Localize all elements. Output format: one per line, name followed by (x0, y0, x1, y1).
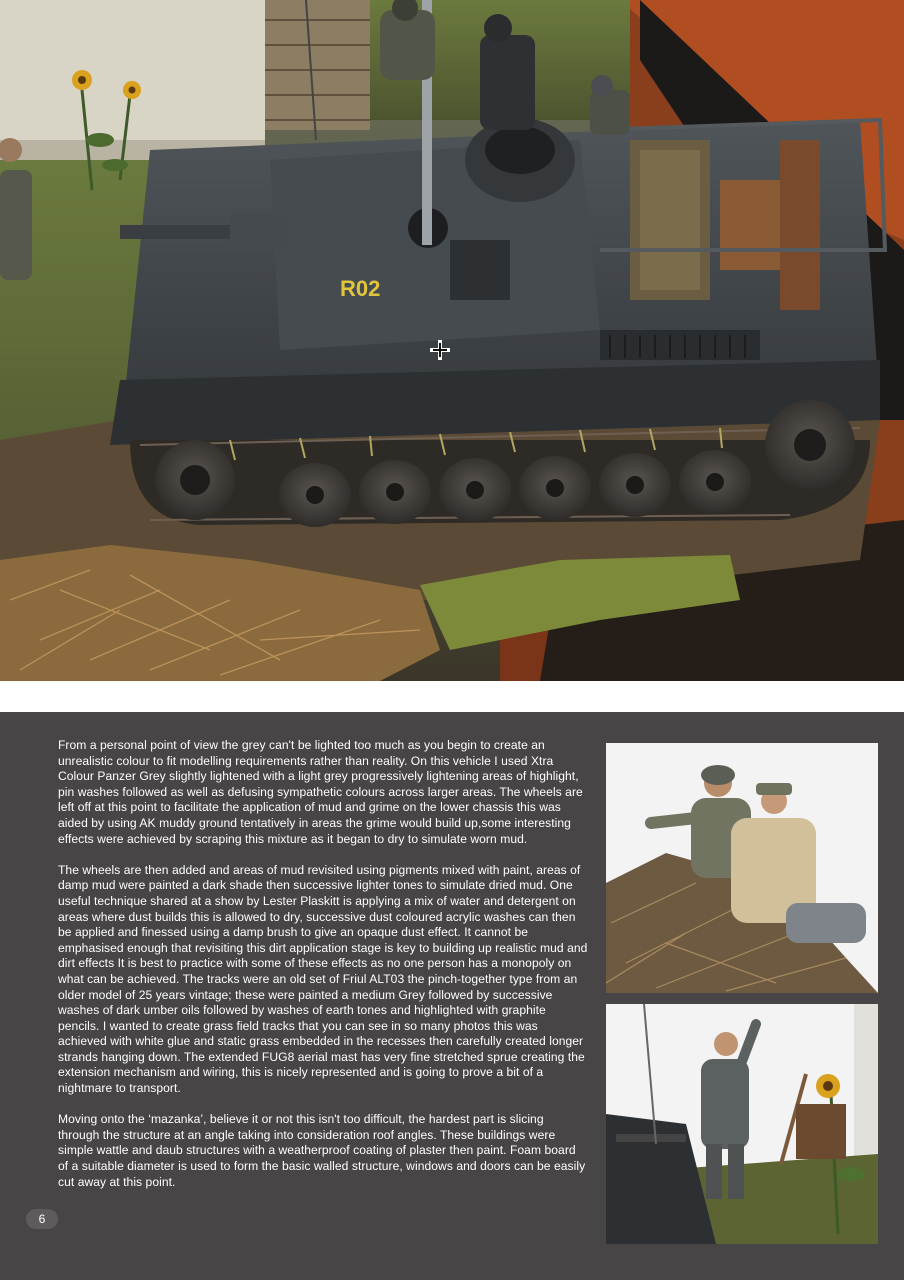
paragraph: From a personal point of view the grey can't be lighted too much as you begin to create an unrealistic colour to fit modelling requirements rather than reality. On this vehicle I used Xtra Colour Panzer Grey slightly lightened with a light grey progressively lightening areas of highlight, pin washes followed as well as defusing sympathetic colours across larger areas. The wheels are left off at this point to facilitate the application of mud and grime on the lower chassis this was aided by using AK muddy ground tentatively in areas the grime would build up,some interesting effects were achieved by scraping this mixture as it began to dry to simulate worn mud. (58, 738, 583, 846)
figures-photo (606, 743, 878, 993)
page-gap (0, 681, 904, 712)
paragraph: The wheels are then added and areas of mud revisited using pigments mixed with paint, areas of damp mud were painted a dark shade then successive lighter tones to simulate dried mud. One useful technique shared at a show by Lester Plaskitt is applying a mix of water and detergent on areas where dust builds this is allowed to dry, successive dust coloured acrylic washes can then be applied and finessed using a damp brush to give an opaque dust effect. It cannot be emphasised enough that revisiting this dirt application stage is key to building up realistic mud and dirt effects It is best to practice with some of these effects as no one person has a monopoly on what can be achieved. The tracks were an old set of Friul ALT03 the pinch-together type from an older model of 25 years vintage; these were painted a medium Grey followed by successive washes of dark umber oils followed by washes of earth tones and highlighted with graphite pencils. I wanted to create grass field tracks that you can see in so many photos this was achieved with white glue and static grass embedded in the recesses then carefully created longer strands hanging down. The extended FUG8 aerial mast has very fine stretched sprue creating the extension mechanism and wiring, this is nicely represented and is going to prove a bit of a nightmare to transport. (58, 862, 588, 1096)
article-body (58, 738, 588, 1206)
turret-marking: R02 (340, 276, 381, 301)
page-number: 6 (26, 1209, 58, 1229)
paragraph: Moving onto the ‘mazanka’, believe it or not this isn't too difficult, the hardest part is slicing through the structure at an angle taking into consideration roof angles. These buildings were simple wattle and daub structures with a weatherproof coating of plaster then paint. Foam board of a suitable diameter is used to form the basic walled structure, windows and doors can be easily cut away at this point. (58, 1112, 586, 1189)
article-panel (0, 712, 904, 1280)
sunflower-photo (606, 1004, 878, 1244)
sunflower-photo-illustration (606, 1004, 878, 1244)
figures-photo-illustration (606, 743, 878, 993)
